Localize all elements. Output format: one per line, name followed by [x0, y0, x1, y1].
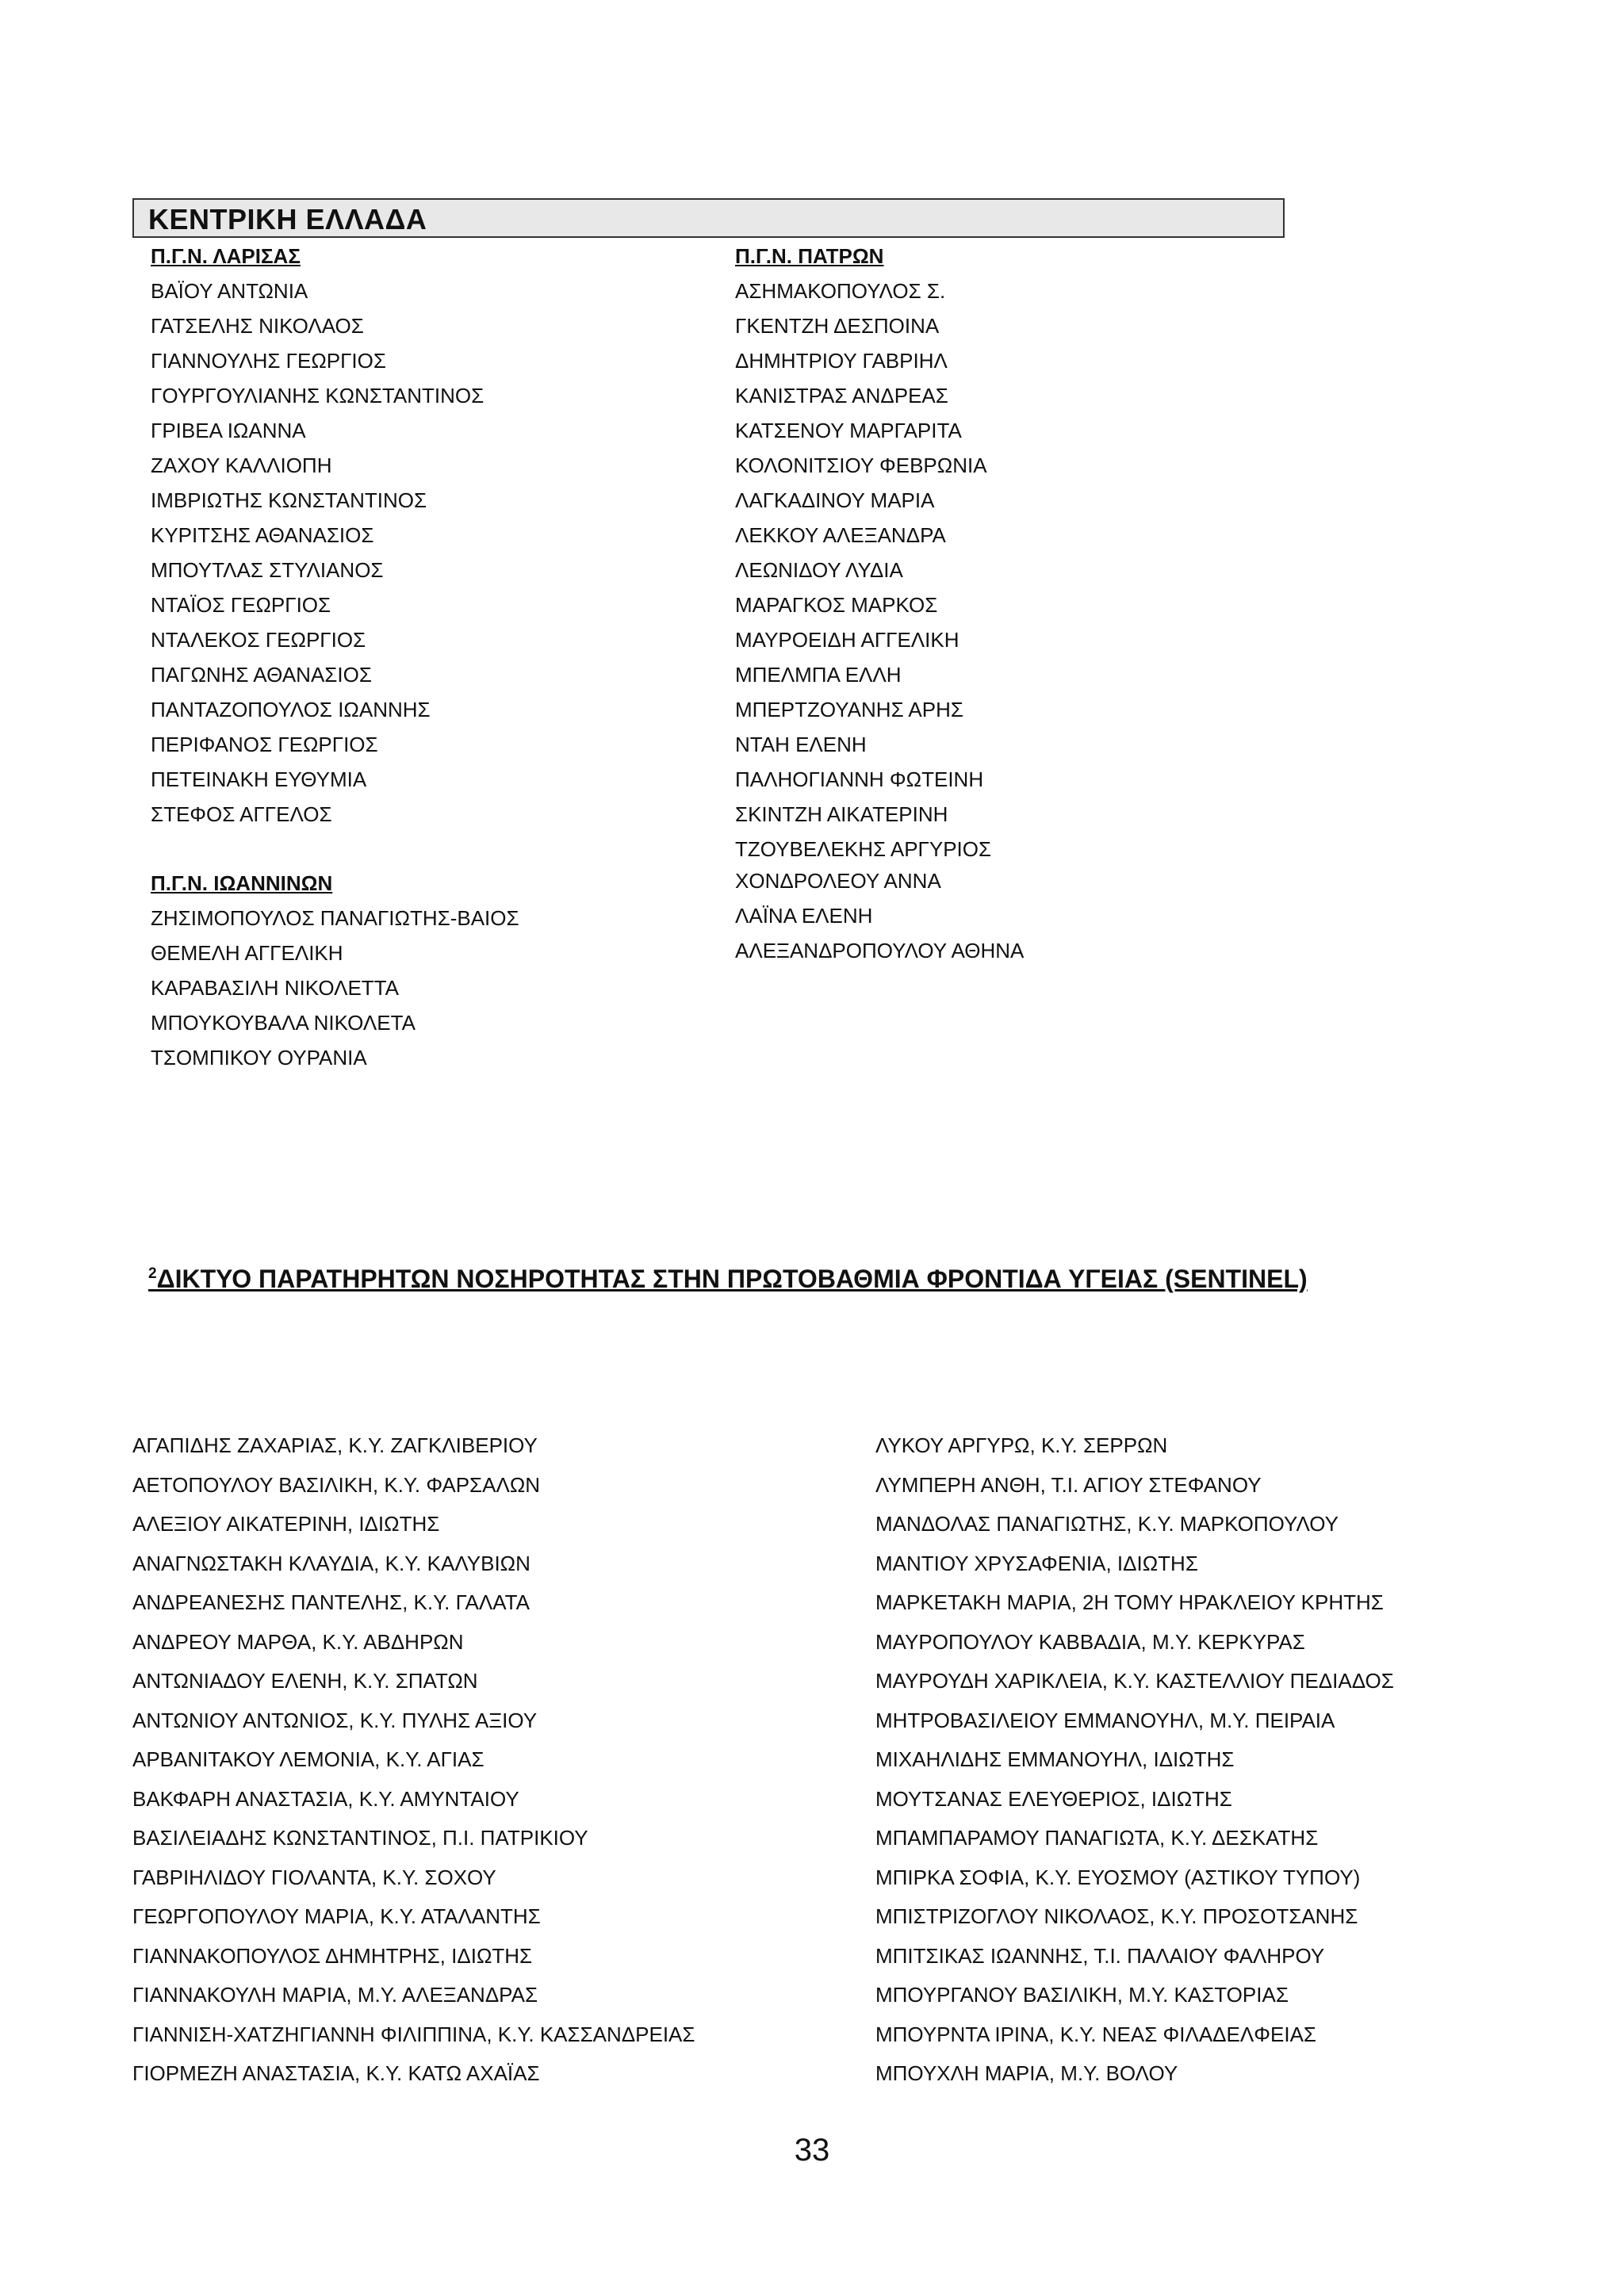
sentinel-entry: ΑΝΑΓΝΩΣΤΑΚΗ ΚΛΑΥΔΙΑ, Κ.Υ. ΚΑΛΥΒΙΩΝ [132, 1551, 530, 1575]
sentinel-footnote-marker: 2 [148, 1265, 157, 1282]
sentinel-entry: ΜΙΧΑΗΛΙΔΗΣ ΕΜΜΑΝΟΥΗΛ, ΙΔΙΩΤΗΣ [875, 1747, 1235, 1771]
ioannina-heading: Π.Γ.Ν. ΙΩΑΝΝΙΝΩΝ [151, 871, 333, 895]
sentinel-title-text: ΔΙΚΤΥΟ ΠΑΡΑΤΗΡΗΤΩΝ ΝΟΣΗΡΟΤΗΤΑΣ ΣΤΗΝ ΠΡΩΤΟΒΑΘΜΙΑ ΦΡΟΝΤΙΔΑ ΥΓΕΙΑΣ (SENTINEL) [156, 1265, 1308, 1293]
staff-name: ΠΑΝΤΑΖΟΠΟΥΛΟΣ ΙΩΑΝΝΗΣ [151, 698, 431, 721]
sentinel-entry: ΜΟΥΤΣΑΝΑΣ ΕΛΕΥΘΕΡΙΟΣ, ΙΔΙΩΤΗΣ [875, 1786, 1232, 1811]
sentinel-entry: ΑΝΔΡΕΑΝΕΣΗΣ ΠΑΝΤΕΛΗΣ, Κ.Υ. ΓΑΛΑΤΑ [132, 1590, 530, 1614]
region-header [132, 198, 1285, 238]
staff-name: ΜΑΡΑΓΚΟΣ ΜΑΡΚΟΣ [735, 593, 938, 617]
ioannina-list [151, 866, 519, 1075]
staff-name: ΜΠΕΡΤΖΟΥΑΝΗΣ ΑΡΗΣ [735, 698, 963, 721]
larisa-list [151, 239, 484, 832]
staff-name: ΑΣΗΜΑΚΟΠΟΥΛΟΣ Σ. [735, 279, 946, 303]
region-title: ΚΕΝΤΡΙΚΗ ΕΛΛΑΔΑ [148, 203, 427, 235]
sentinel-entry: ΜΑΝΔΟΛΑΣ ΠΑΝΑΓΙΩΤΗΣ, Κ.Υ. ΜΑΡΚΟΠΟΥΛΟΥ [875, 1512, 1339, 1536]
staff-name: ΜΠΟΥΚΟΥΒΑΛΑ ΝΙΚΟΛΕΤΑ [151, 1011, 416, 1035]
staff-name: ΖΑΧΟΥ ΚΑΛΛΙΟΠΗ [151, 453, 332, 477]
sentinel-entry: ΑΓΑΠΙΔΗΣ ΖΑΧΑΡΙΑΣ, Κ.Υ. ΖΑΓΚΛΙΒΕΡΙΟΥ [132, 1433, 538, 1457]
sentinel-entry: ΑΝΔΡΕΟΥ ΜΑΡΘΑ, Κ.Υ. ΑΒΔΗΡΩΝ [132, 1629, 464, 1654]
patra-list [735, 239, 1024, 968]
sentinel-right-list [875, 1426, 1394, 2094]
staff-name: ΠΕΤΕΙΝΑΚΗ ΕΥΘΥΜΙΑ [151, 767, 367, 791]
staff-name: ΣΤΕΦΟΣ ΑΓΓΕΛΟΣ [151, 802, 332, 826]
page-number: 33 [794, 2133, 830, 2168]
staff-name: ΑΛΕΞΑΝΔΡΟΠΟΥΛΟΥ ΑΘΗΝΑ [735, 939, 1025, 962]
staff-name: ΚΑΝΙΣΤΡΑΣ ΑΝΔΡΕΑΣ [735, 384, 948, 408]
sentinel-title [148, 1265, 1308, 1294]
staff-name: ΠΑΓΩΝΗΣ ΑΘΑΝΑΣΙΟΣ [151, 663, 372, 687]
sentinel-entry: ΛΥΚΟΥ ΑΡΓΥΡΩ, Κ.Υ. ΣΕΡΡΩΝ [875, 1433, 1168, 1457]
staff-name: ΛΑΓΚΑΔΙΝΟΥ ΜΑΡΙΑ [735, 488, 935, 512]
sentinel-left-list [132, 1426, 695, 2094]
staff-name: ΚΥΡΙΤΣΗΣ ΑΘΑΝΑΣΙΟΣ [151, 523, 374, 547]
staff-name: ΓΙΑΝΝΟΥΛΗΣ ΓΕΩΡΓΙΟΣ [151, 349, 386, 373]
sentinel-entry: ΓΙΑΝΝΑΚΟΥΛΗ ΜΑΡΙΑ, Μ.Υ. ΑΛΕΞΑΝΔΡΑΣ [132, 1983, 538, 2007]
staff-name: ΓΟΥΡΓΟΥΛΙΑΝΗΣ ΚΩΝΣΤΑΝΤΙΝΟΣ [151, 384, 485, 408]
sentinel-entry: ΒΑΚΦΑΡΗ ΑΝΑΣΤΑΣΙΑ, Κ.Υ. ΑΜΥΝΤΑΙΟΥ [132, 1786, 519, 1811]
sentinel-entry: ΑΕΤΟΠΟΥΛΟΥ ΒΑΣΙΛΙΚΗ, Κ.Υ. ΦΑΡΣΑΛΩΝ [132, 1472, 541, 1497]
staff-name: ΛΕΚΚΟΥ ΑΛΕΞΑΝΔΡΑ [735, 523, 946, 547]
staff-name: ΣΚΙΝΤΖΗ ΑΙΚΑΤΕΡΙΝΗ [735, 802, 948, 826]
staff-name: ΔΗΜΗΤΡΙΟΥ ΓΑΒΡΙΗΛ [735, 349, 948, 373]
staff-name: ΘΕΜΕΛΗ ΑΓΓΕΛΙΚΗ [151, 941, 343, 965]
sentinel-entry: ΓΙΑΝΝΙΣΗ-ΧΑΤΖΗΓΙΑΝΝΗ ΦΙΛΙΠΠΙΝΑ, Κ.Υ. ΚΑΣΣΑΝΔΡΕΙΑΣ [132, 2022, 695, 2046]
staff-name: ΚΟΛΟΝΙΤΣΙΟΥ ΦΕΒΡΩΝΙΑ [735, 453, 987, 477]
staff-name: ΚΑΡΑΒΑΣΙΛΗ ΝΙΚΟΛΕΤΤΑ [151, 976, 399, 1000]
sentinel-entry: ΜΠΟΥΡΝΤΑ ΙΡΙΝΑ, Κ.Υ. ΝΕΑΣ ΦΙΛΑΔΕΛΦΕΙΑΣ [875, 2022, 1316, 2046]
sentinel-entry: ΑΝΤΩΝΙΟΥ ΑΝΤΩΝΙΟΣ, Κ.Υ. ΠΥΛΗΣ ΑΞΙΟΥ [132, 1708, 538, 1732]
sentinel-entry: ΜΠΟΥΡΓΑΝΟΥ ΒΑΣΙΛΙΚΗ, Μ.Υ. ΚΑΣΤΟΡΙΑΣ [875, 1983, 1289, 2007]
sentinel-entry: ΑΛΕΞΙΟΥ ΑΙΚΑΤΕΡΙΝΗ, ΙΔΙΩΤΗΣ [132, 1512, 440, 1536]
sentinel-entry: ΜΠΙΤΣΙΚΑΣ ΙΩΑΝΝΗΣ, Τ.Ι. ΠΑΛΑΙΟΥ ΦΑΛΗΡΟΥ [875, 1943, 1325, 1968]
sentinel-entry: ΓΙΟΡΜΕΖΗ ΑΝΑΣΤΑΣΙΑ, Κ.Υ. ΚΑΤΩ ΑΧΑΪΑΣ [132, 2061, 540, 2085]
sentinel-entry: ΓΙΑΝΝΑΚΟΠΟΥΛΟΣ ΔΗΜΗΤΡΗΣ, ΙΔΙΩΤΗΣ [132, 1943, 533, 1968]
sentinel-entry: ΒΑΣΙΛΕΙΑΔΗΣ ΚΩΝΣΤΑΝΤΙΝΟΣ, Π.Ι. ΠΑΤΡΙΚΙΟΥ [132, 1826, 588, 1850]
staff-name: ΤΣΟΜΠΙΚΟΥ ΟΥΡΑΝΙΑ [151, 1046, 367, 1070]
sentinel-entry: ΓΕΩΡΓΟΠΟΥΛΟΥ ΜΑΡΙΑ, Κ.Υ. ΑΤΑΛΑΝΤΗΣ [132, 1904, 541, 1928]
sentinel-entry: ΜΠΙΡΚΑ ΣΟΦΙΑ, Κ.Υ. ΕΥΟΣΜΟΥ (ΑΣΤΙΚΟΥ ΤΥΠΟΥ) [875, 1865, 1361, 1889]
sentinel-entry: ΜΑΥΡΟΥΔΗ ΧΑΡΙΚΛΕΙΑ, Κ.Υ. ΚΑΣΤΕΛΛΙΟΥ ΠΕΔΙΑΔΟΣ [875, 1669, 1394, 1693]
sentinel-entry: ΜΑΝΤΙΟΥ ΧΡΥΣΑΦΕΝΙΑ, ΙΔΙΩΤΗΣ [875, 1551, 1198, 1575]
staff-name: ΓΚΕΝΤΖΗ ΔΕΣΠΟΙΝΑ [735, 314, 940, 338]
sentinel-entry: ΑΡΒΑΝΙΤΑΚΟΥ ΛΕΜΟΝΙΑ, Κ.Υ. ΑΓΙΑΣ [132, 1747, 485, 1771]
sentinel-entry: ΑΝΤΩΝΙΑΔΟΥ ΕΛΕΝΗ, Κ.Υ. ΣΠΑΤΩΝ [132, 1669, 478, 1693]
staff-name: ΚΑΤΣΕΝΟΥ ΜΑΡΓΑΡΙΤΑ [735, 419, 962, 442]
sentinel-entry: ΜΑΡΚΕΤΑΚΗ ΜΑΡΙΑ, 2Η ΤΟΜΥ ΗΡΑΚΛΕΙΟΥ ΚΡΗΤΗΣ [875, 1590, 1384, 1614]
sentinel-entry: ΜΠΑΜΠΑΡΑΜΟΥ ΠΑΝΑΓΙΩΤΑ, Κ.Υ. ΔΕΣΚΑΤΗΣ [875, 1826, 1319, 1850]
sentinel-entry: ΛΥΜΠΕΡΗ ΑΝΘΗ, Τ.Ι. ΑΓΙΟΥ ΣΤΕΦΑΝΟΥ [875, 1472, 1262, 1497]
staff-name: ΝΤΑΪΟΣ ΓΕΩΡΓΙΟΣ [151, 593, 331, 617]
staff-name: ΝΤΑΗ ΕΛΕΝΗ [735, 733, 867, 756]
staff-name: ΜΠΕΛΜΠΑ ΕΛΛΗ [735, 663, 902, 687]
staff-name: ΧΟΝΔΡΟΛΕΟΥ ΑΝΝΑ [735, 869, 941, 893]
sentinel-entry: ΜΑΥΡΟΠΟΥΛΟΥ ΚΑΒΒΑΔΙΑ, Μ.Υ. ΚΕΡΚΥΡΑΣ [875, 1629, 1305, 1654]
staff-name: ΠΑΛΗΟΓΙΑΝΝΗ ΦΩΤΕΙΝΗ [735, 767, 984, 791]
staff-name: ΙΜΒΡΙΩΤΗΣ ΚΩΝΣΤΑΝΤΙΝΟΣ [151, 488, 427, 512]
staff-name: ΛΑΪΝΑ ΕΛΕΝΗ [735, 904, 873, 928]
staff-name: ΠΕΡΙΦΑΝΟΣ ΓΕΩΡΓΙΟΣ [151, 733, 378, 756]
sentinel-entry: ΜΠΟΥΧΛΗ ΜΑΡΙΑ, Μ.Υ. ΒΟΛΟΥ [875, 2061, 1178, 2085]
staff-name: ΛΕΩΝΙΔΟΥ ΛΥΔΙΑ [735, 558, 903, 582]
patra-heading: Π.Γ.Ν. ΠΑΤΡΩΝ [735, 244, 884, 268]
larisa-heading: Π.Γ.Ν. ΛΑΡΙΣΑΣ [151, 244, 301, 268]
staff-name: ΓΡΙΒΕΑ ΙΩΑΝΝΑ [151, 419, 306, 442]
staff-name: ΜΑΥΡΟΕΙΔΗ ΑΓΓΕΛΙΚΗ [735, 628, 959, 652]
staff-name: ΤΖΟΥΒΕΛΕΚΗΣ ΑΡΓΥΡΙΟΣ [735, 837, 992, 861]
staff-name: ΒΑΪΟΥ ΑΝΤΩΝΙΑ [151, 279, 308, 303]
staff-name: ΖΗΣΙΜΟΠΟΥΛΟΣ ΠΑΝΑΓΙΩΤΗΣ-ΒΑΙΟΣ [151, 906, 519, 930]
staff-name: ΜΠΟΥΤΛΑΣ ΣΤΥΛΙΑΝΟΣ [151, 558, 384, 582]
sentinel-entry: ΜΗΤΡΟΒΑΣΙΛΕΙΟΥ ΕΜΜΑΝΟΥΗΛ, Μ.Υ. ΠΕΙΡΑΙΑ [875, 1708, 1335, 1732]
sentinel-entry: ΓΑΒΡΙΗΛΙΔΟΥ ΓΙΟΛΑΝΤΑ, Κ.Υ. ΣΟΧΟΥ [132, 1865, 496, 1889]
staff-name: ΓΑΤΣΕΛΗΣ ΝΙΚΟΛΑΟΣ [151, 314, 364, 338]
sentinel-entry: ΜΠΙΣΤΡΙΖΟΓΛΟΥ ΝΙΚΟΛΑΟΣ, Κ.Υ. ΠΡΟΣΟΤΣΑΝΗΣ [875, 1904, 1358, 1928]
staff-name: ΝΤΑΛΕΚΟΣ ΓΕΩΡΓΙΟΣ [151, 628, 366, 652]
